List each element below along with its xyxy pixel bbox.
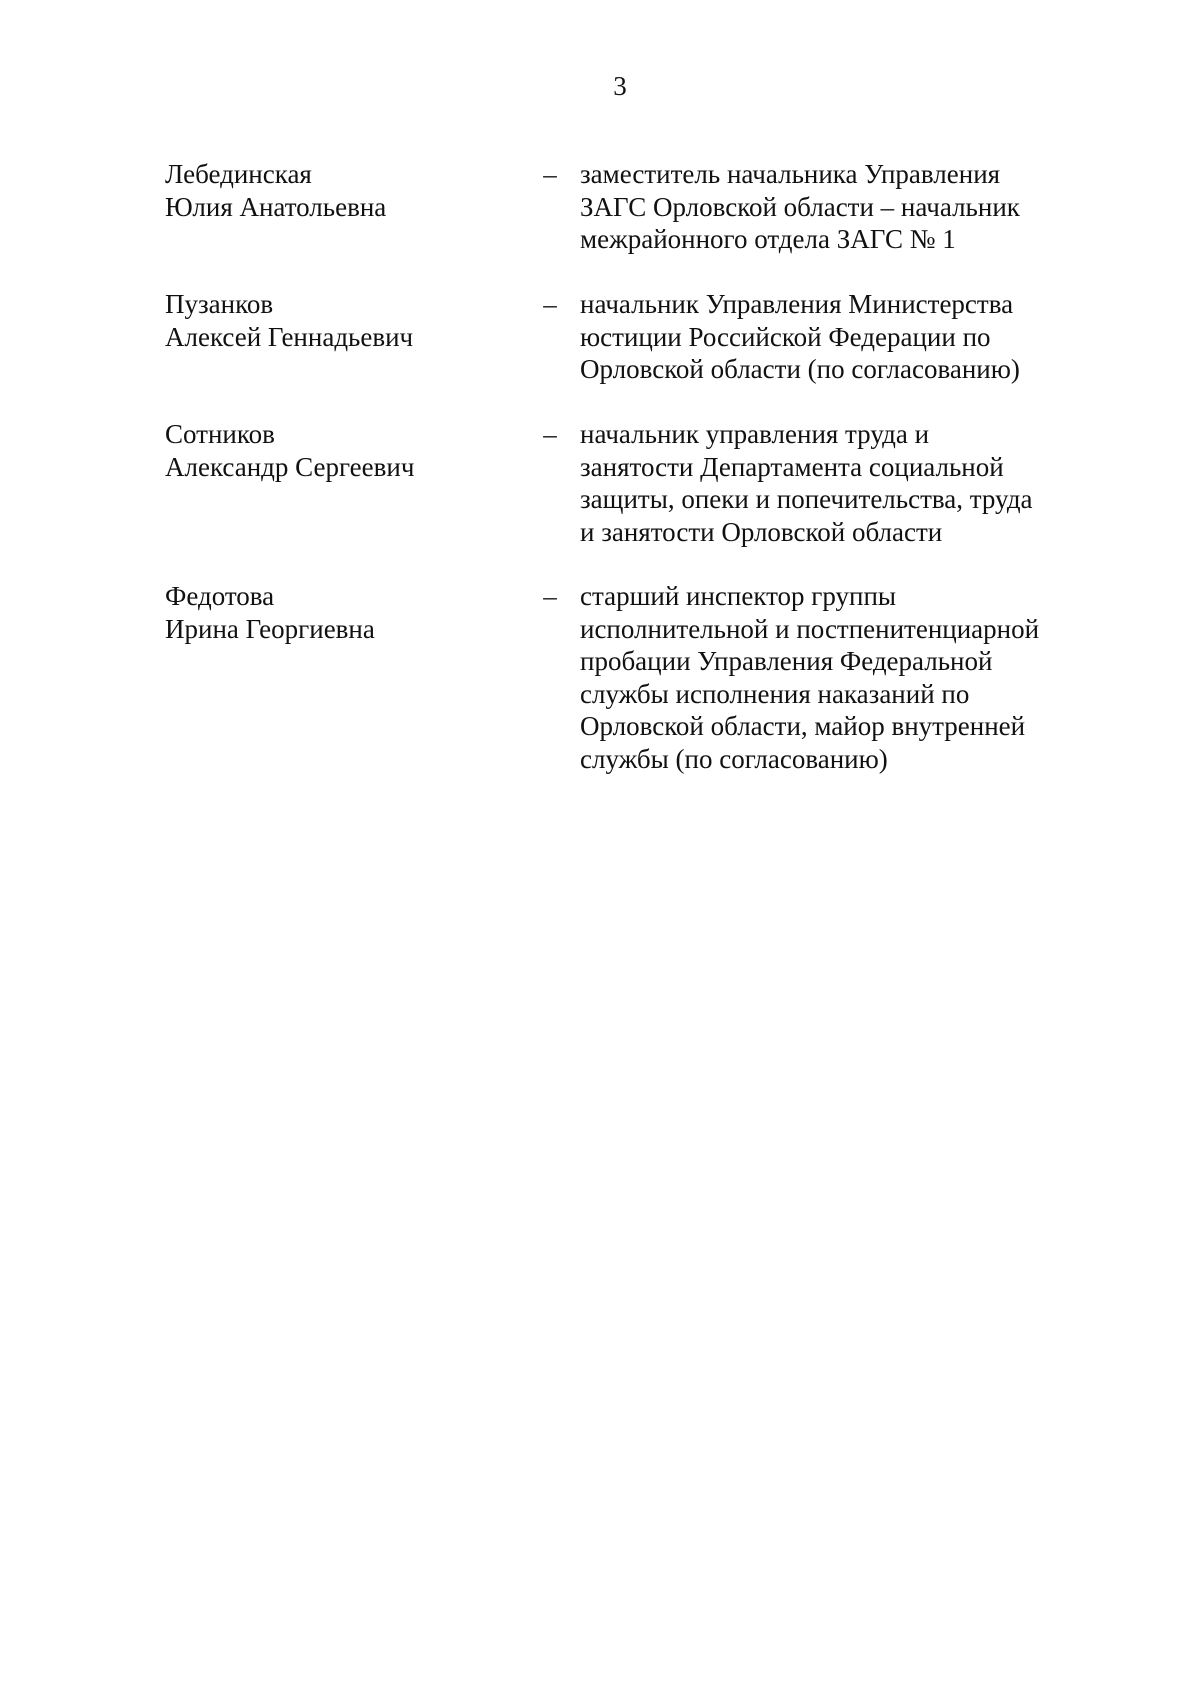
member-name xyxy=(165,580,515,645)
position-line: занятости Департамента социальной xyxy=(580,451,1004,482)
position-line: ЗАГС Орловской области – начальник xyxy=(580,191,1020,222)
position-line: Орловской области, майор внутренней xyxy=(580,711,1026,741)
position-line: старший инспектор группы xyxy=(580,581,897,611)
position-line: начальник Управления Министерства xyxy=(580,289,1014,319)
position-line: службы (по согласованию) xyxy=(580,743,888,774)
member-surname: Сотников xyxy=(165,419,275,449)
position-line: службы исполнения наказаний по xyxy=(580,678,970,709)
position-line: межрайонного отдела ЗАГС № 1 xyxy=(580,224,956,254)
member-given-names: Алексей Геннадьевич xyxy=(165,321,414,352)
member-surname: Федотова xyxy=(165,581,275,611)
position-line: заместитель начальника Управления xyxy=(580,159,1001,189)
member-given-names: Ирина Георгиевна xyxy=(165,613,375,644)
separator-dash: – xyxy=(543,289,557,319)
position-line: начальник управления труда и xyxy=(580,419,930,449)
separator-dash: – xyxy=(543,159,557,189)
separator-dash: – xyxy=(543,419,557,449)
member-given-names: Юлия Анатольевна xyxy=(165,191,387,222)
position-line: исполнительной и постпенитенциарной xyxy=(580,613,1040,644)
member-position xyxy=(580,418,1100,548)
position-line: юстиции Российской Федерации по xyxy=(580,321,991,352)
member-position xyxy=(580,288,1100,386)
position-line: пробации Управления Федеральной xyxy=(580,646,993,676)
member-name xyxy=(165,158,515,223)
member-name xyxy=(165,288,515,353)
member-name xyxy=(165,418,515,483)
member-given-names: Александр Сергеевич xyxy=(165,451,415,482)
position-line: защиты, опеки и попечительства, труда xyxy=(580,484,1033,514)
separator-dash: – xyxy=(543,581,557,611)
member-position xyxy=(580,158,1100,256)
position-line: Орловской области (по согласованию) xyxy=(580,354,1020,384)
member-surname: Лебединская xyxy=(165,159,312,189)
position-line: и занятости Орловской области xyxy=(580,516,943,547)
member-surname: Пузанков xyxy=(165,289,274,319)
member-position xyxy=(580,580,1100,775)
page-number: 3 xyxy=(613,71,627,101)
